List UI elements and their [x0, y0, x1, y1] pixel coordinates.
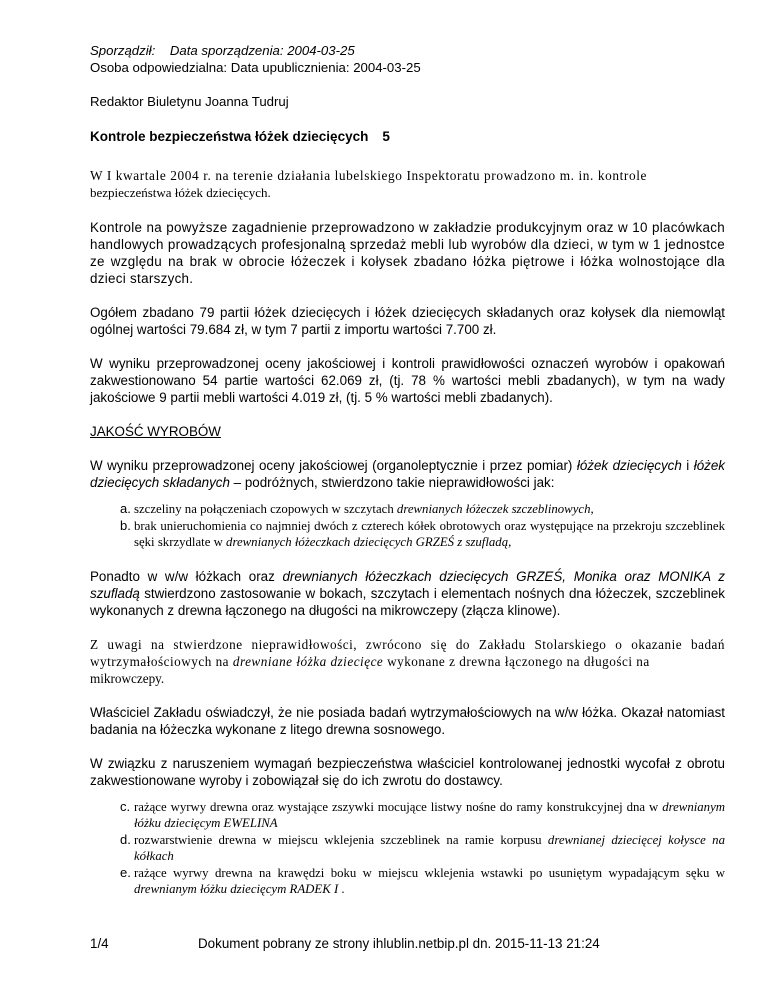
- defects-list-2: [90, 799, 725, 898]
- list-item: [120, 832, 725, 865]
- page-number: 1/4: [90, 936, 109, 951]
- p6-part-c: wykonane z drewna łączonego na długości na: [383, 653, 650, 669]
- list-item-italic: drewnianych łóżeczkach dziecięcych GRZEŚ z szufladą,: [226, 535, 512, 549]
- list-item-after: .: [338, 882, 345, 896]
- p5-part-c: stwierdzono zastosowanie w bokach, szczytach i elementach nośnych dna łóżeczek, szczeblinek wykonanych z drewna łączonego na długości na mikrowczepy (złącza klinowe).: [90, 585, 725, 618]
- page-footer: [90, 935, 725, 952]
- date-created: Data sporządzenia: 2004-03-25: [169, 43, 355, 58]
- list-item-text: brak unieruchomienia co najmniej dwóch z czterech kółek obrotowych oraz występujące na przekroju szczeblinek sęki skrzydlate w: [134, 518, 725, 549]
- list-marker: d.: [120, 831, 131, 847]
- paragraph-4: [90, 457, 725, 491]
- list-item-italic: drewnianych łóżeczek szczeblinowych,: [396, 502, 594, 516]
- list-marker: b.: [120, 517, 131, 533]
- document-page: [90, 42, 725, 898]
- list-marker: c.: [120, 798, 131, 814]
- list-item: [120, 501, 725, 518]
- p6-part-b: drewniane łóżka dziecięce: [232, 653, 384, 669]
- defects-list-1: [90, 501, 725, 551]
- section-heading: JAKOŚĆ WYROBÓW: [90, 424, 221, 439]
- list-marker: e.: [120, 864, 131, 880]
- paragraph-7: Właściciel Zakładu oświadczył, że nie posiada badań wytrzymałościowych na w/w łóżka. Okazał natomiast badania na łóżeczka wykonane z litego drewna sosnowego.: [90, 704, 725, 737]
- paragraph-1: Kontrole na powyższe zagadnienie przeprowadzono w zakładzie produkcyjnym oraz w 10 placówkach handlowych prowadzących profesjonalną sprzedaż mebli lub wyrobów dla dzieci, w tym w 1 jednostce ze względu na brak w obrocie łóżeczek i kołysek zbadano łóżka piętrowe i łóżka wolnostojące dla dzieci starszych.: [90, 220, 725, 286]
- footer-note: Dokument pobrany ze strony ihlublin.netbip.pl dn. 2015-11-13 21:24: [198, 936, 600, 951]
- p5-part-a: Ponadto w w/w łóżkach oraz: [90, 568, 283, 584]
- list-marker: a.: [120, 501, 131, 516]
- title-text: Kontrole bezpieczeństwa łóżek dziecięcych: [90, 129, 369, 144]
- list-item: [120, 799, 725, 832]
- header-block: [90, 42, 725, 110]
- p6-part-d: mikrowczepy.: [90, 670, 165, 686]
- p4-part-e: – podróżnych, stwierdzono takie nieprawidłowości jak:: [229, 475, 555, 490]
- list-item-text: rażące wyrwy drewna oraz wystające zszywki mocujące listwy nośne do ramy konstrukcyjnej dna w: [134, 799, 663, 814]
- p4-part-b: łóżek dziecięcych: [576, 458, 682, 473]
- list-item-italic: drewnianym łóżku dziecięcym RADEK I: [134, 882, 339, 896]
- p6-part-a: Z uwagi na stwierdzone nieprawidłowości, zwrócono się do Zakładu Stolarskiego o okazanie badań wytrzymałościowych na: [90, 636, 725, 669]
- paragraph-6: [90, 636, 725, 687]
- list-item: [120, 865, 725, 898]
- list-item-text: rażące wyrwy drewna na krawędzi boku w miejscu wklejenia wstawki po usuniętym wypadającym sęku w: [134, 865, 725, 880]
- p4-part-a: W wyniku przeprowadzonej oceny jakościowej (organoleptycznie i przez pomiar): [90, 458, 577, 473]
- author-line: [90, 42, 725, 59]
- list-item-italic: drewnianym łóżku dziecięcym EWELINA: [134, 799, 725, 830]
- p4-part-c: i: [681, 458, 694, 473]
- list-item-italic: drewnianej dziecięcej kołysce na kółkach: [134, 832, 725, 863]
- intro-spaced: W I kwartale 2004 r. na terenie działania lubelskiego Inspektoratu prowadzono m. in. kontrole: [90, 168, 647, 183]
- author-label: Sporządził:: [90, 43, 156, 58]
- list-item-text: rozwarstwienie drewna w miejscu wklejenia szczeblinek na ramie korpusu: [134, 832, 548, 847]
- list-item-text: szczeliny na połączeniach czopowych w szczytach: [134, 502, 397, 516]
- paragraph-3: W wyniku przeprowadzonej oceny jakościowej i kontroli prawidłowości oznaczeń wyrobów i opakowań zakwestionowano 54 partie wartości 62.069 zł, (tj. 78 % wartości mebli zbadanych), w tym na wady jakościowe 9 partii mebli wartości 4.019 zł, (tj. 5 % wartości mebli zbadanych).: [90, 356, 725, 405]
- title-number: 5: [382, 129, 390, 144]
- paragraph-5: [90, 568, 725, 619]
- paragraph-8: W związku z naruszeniem wymagań bezpieczeństwa właściciel kontrolowanej jednostki wycofał z obrotu zakwestionowane wyroby i zobowiązał się do ich zwrotu do dostawcy.: [90, 755, 725, 788]
- page-title: [90, 128, 725, 145]
- intro-tail: bezpieczeństwa łóżek dziecięcych.: [90, 185, 271, 200]
- list-item: [120, 518, 725, 551]
- paragraph-2: Ogółem zbadano 79 partii łóżek dziecięcych i łóżek dziecięcych składanych oraz kołysek dla niemowląt ogólnej wartości 79.684 zł, w tym 7 partii z importu wartości 7.700 zł.: [90, 305, 725, 337]
- intro-paragraph: [90, 167, 725, 201]
- responsible-line: Osoba odpowiedzialna: Data upublicznienia: 2004-03-25: [90, 60, 421, 75]
- p4-part-d: łóżek dziecięcych składanych: [90, 458, 725, 490]
- editor-line: Redaktor Biuletynu Joanna Tudruj: [90, 94, 289, 109]
- p5-part-b: drewnianych łóżeczkach dziecięcych GRZEŚ, Monika oraz MONIKA z szufladą: [90, 568, 725, 601]
